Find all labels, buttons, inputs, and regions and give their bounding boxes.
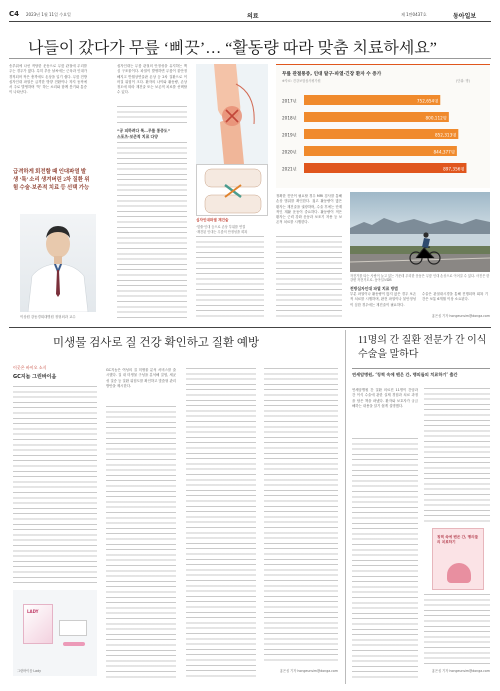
chart-category-label: 2020년 — [282, 149, 297, 155]
article1-text-lines-c3 — [196, 236, 264, 320]
ligament-diagram — [197, 165, 268, 216]
article3-byline: 홍은심 기자 hongeunsim@donga.com — [431, 669, 490, 673]
article1-lower-text1 — [350, 292, 416, 320]
doctor-figure — [20, 214, 96, 312]
chart-category-label: 2019년 — [282, 132, 297, 138]
article3-headline — [358, 334, 490, 362]
headline-divider — [9, 58, 491, 59]
chart-title: 무릎 관절통증, 인대 탈구·파열·긴장 환자 수 증가 — [282, 72, 382, 77]
article2-text-lines-c4 — [264, 368, 338, 662]
chart-category-label: 2021년 — [282, 166, 297, 172]
doctor-photo — [20, 214, 96, 312]
article2-brand-line: 이곳은 바이오 소식 — [13, 365, 47, 370]
article3-kicker: 연세암병원, ‘칭찍 속에 밴은 간, 맹의들의 치료하기’ 출간 — [352, 372, 458, 377]
page-number: C4 — [9, 10, 20, 18]
product-box-label: LADY — [27, 609, 39, 614]
article2-text-lines-c1 — [13, 386, 97, 586]
bar-chart — [276, 87, 490, 187]
knee-labels — [196, 218, 272, 234]
article3-body — [352, 388, 418, 436]
chart-value-label: 897,356명 — [443, 166, 465, 172]
article2-brand — [13, 365, 97, 380]
chart-unit: (단위: 명) — [456, 79, 470, 83]
column-divider — [345, 330, 346, 684]
product-box — [23, 604, 53, 644]
chart-value-label: 800,112명 — [425, 115, 447, 121]
article3-text-lines-c2-bottom — [424, 594, 490, 666]
article3-headline-text: 11명의 간 질환 전문가 간 이식 수술을 말하다 — [358, 335, 487, 360]
article2-body-text: GC지놈은 여성의 질 미생물 분석 서비스를 출시했다. 질 내 미생물 구성을 분석해 질염, 세균성 질증 등 질환 위험도를 확인하고 맞춤형 관리 방안을 제시한다. — [106, 368, 176, 388]
lower-text1: 부분 파열이나 활동량이 많지 않은 경우 보존적 치료를 시행하며, 완전 파열이나 불안정성이 심한 경우에는 재건술이 필요하다. — [350, 292, 416, 307]
knee-label-line1: ·힘줄·인대 등으로 손상 부위를 연결 — [196, 225, 246, 229]
product-caption: 그린바이옴 Lady — [17, 669, 42, 673]
knee-label-title: 십자인대파열 재건술 — [196, 218, 229, 222]
pullquote — [13, 168, 91, 192]
article1-body-left — [9, 64, 87, 159]
section-divider — [9, 327, 491, 328]
mid-subheading — [117, 128, 187, 140]
mid-subheading-line1: “공 피하려다 툭…무릎 통증도” — [117, 128, 171, 133]
chart-category-label: 2017년 — [282, 98, 297, 104]
page-date: 2023년 1월 11일 수요일 — [26, 12, 71, 17]
article2-body — [106, 368, 176, 404]
article1-text-lines-c4 — [276, 236, 342, 320]
article1-byline: 홍은심 기자 hongeunsim@donga.com — [431, 314, 490, 318]
article1-body-right — [276, 194, 342, 234]
article1-text-lines-mid-top — [117, 106, 187, 126]
book-cover-art — [447, 563, 471, 583]
product-image — [13, 590, 97, 676]
newspaper-logo: 동아일보 — [453, 13, 477, 20]
article1-headline: 나들이 갔다가 무릎 ‘삐끗’… “활동량 따라 맞춤 치료하세요” — [28, 40, 437, 57]
article1-lower-text2 — [422, 292, 488, 312]
article2-text-lines-c2 — [106, 406, 176, 678]
photo-caption: 자전거를 타는 사람이 늘고 있는 가운데 무리한 운동은 무릎 인대 손상으로 이어질 수 있다. 사진은 한강변 자전거도로. 동아일보DB — [350, 274, 490, 283]
issue-number: 제 1만0437호 — [401, 12, 427, 17]
product-swab — [63, 642, 85, 646]
article3-divider — [352, 368, 490, 369]
article3-text-lines-c2-top — [424, 388, 490, 524]
chart-category-label: 2018년 — [282, 115, 297, 121]
book-cover — [432, 528, 484, 590]
lower-text2: 수술은 관절내시경을 통해 진행되며 회복 기간은 보통 6개월 이상 소요된다. — [422, 292, 488, 302]
bar-chart-box — [276, 64, 490, 188]
chart-value-label: 852,313명 — [434, 132, 457, 138]
chart-note: ※자료: 건강보험심사평가원 — [282, 79, 321, 83]
article1-body-mid — [117, 64, 187, 104]
article3-text-lines-c1 — [352, 438, 418, 678]
article1-text-lines-mid — [117, 142, 187, 320]
chart-value-label: 752,654명 — [416, 98, 439, 104]
product-kit — [59, 620, 87, 636]
article2-company: GC지놈 그린바이옴 — [13, 374, 57, 380]
article2-byline: 홍은심 기자 hongeunsim@donga.com — [279, 669, 338, 673]
section-title: 의료 — [247, 13, 259, 20]
knee-illustration — [196, 64, 268, 164]
article3-body-text: 연세암병원 간 질환 의료진 11명이 간암과 간 이식 수술에 관한 실제 경험과 치료 과정을 담은 책을 펴냈다. 환자와 보호자가 궁금해하는 내용을 알기 쉽게 설명했다. — [352, 388, 418, 408]
pullquote-text: 급격하게 회전할 때 인대파열 발생 ‘툭’ 소리 생겨버린 2차 질환 위험 수술-보존적 치료 등 선택 가능 — [13, 169, 90, 191]
page-header — [9, 10, 491, 22]
knee-label-line2: ·재건된 인대는 무릎의 안정성을 회복 — [196, 230, 248, 234]
article2-headline: 미생물 검사로 질 건강 확인하고 질환 예방 — [53, 337, 260, 349]
article1-body-right-text: 정확한 진단이 필요할 경우 MRI 검사를 통해 손상 범위를 확인한다. 젊고 활동량이 많은 환자는 재건술을 권장하며, 수술 후에는 단계적인 재활 운동이 중요하다. 활동량이 적은 환자는 근력 강화 운동과 보조기 착용 등 보존적 치료를 시행한다. — [276, 194, 342, 225]
river-photo — [350, 192, 490, 272]
book-cover-title: 칭찍 속에 밴은 간, 맹의들의 치료하기 — [437, 535, 479, 544]
knee-inset — [196, 164, 268, 216]
mid-subheading-line2: 스포츠-보존적 치료 다양 — [117, 134, 158, 139]
article2-text-lines-c3 — [186, 368, 256, 678]
cyclist-scene — [350, 192, 490, 272]
doctor-caption: 이상원 강동경희대병원 정형외과 교수 — [20, 315, 76, 319]
knee-graphic — [196, 64, 268, 164]
lower-heading: 전방십자인대 파열 치료 방법 — [350, 286, 398, 291]
article1-body-mid-text: 십자인대는 무릎 관절의 안정성을 유지하는 핵심 구조물이다. 파열이 발생하면 무릎이 불안정해지고 반월상연골판 손상 등 2차 질환으로 이어질 위험이 크다. 환자의 나이와 활동량, 손상 정도에 따라 재건술 또는 보존적 치료를 선택할 수 있다. — [117, 64, 187, 95]
article1-body-left-text: 송추위에 나선 적당한 운동으로 무릎 관절에 무리를 주는 경우가 많다. 특히 추운 날씨에는 근육과 인대가 경직되어 작은 충격에도 손상을 입기 쉽다. 무릎 전방십자인대 파열은 급격한 방향 전환이나 착지 동작에서 주로 발생하며 ‘툭’ 하는 소리와 함께 붓기와 통증이 나타난다. — [9, 64, 87, 95]
chart-value-label: 844,377명 — [433, 149, 455, 155]
